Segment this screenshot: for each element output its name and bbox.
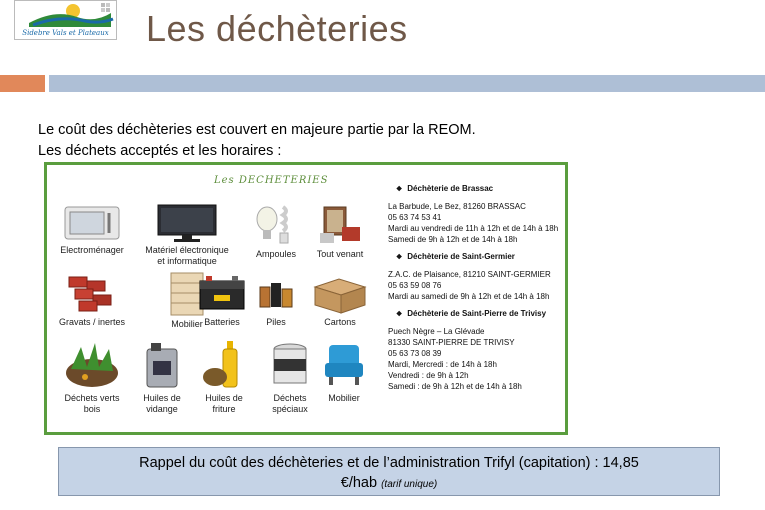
waste-item	[131, 339, 193, 415]
logo-landscape-icon	[15, 1, 117, 27]
furniture-icon	[316, 203, 364, 247]
site-address: La Barbude, Le Bez, 81260 BRASSAC	[388, 202, 526, 211]
site-name-brassac: ❖ Déchèterie de Brassac	[388, 183, 568, 195]
site-address: Puech Nègre – La Glévade	[388, 327, 485, 336]
sites-list	[388, 183, 568, 392]
site-hours: Samedi de 9h à 12h et de 14h à 18h	[388, 235, 518, 244]
logo	[14, 0, 117, 40]
site-hours: Samedi : de 9h à 12h et de 14h à 18h	[388, 382, 522, 391]
waste-item	[49, 339, 135, 415]
waste-label: Gravats / inertes	[58, 317, 126, 327]
intro-line-2: Les déchets acceptés et les horaires :	[38, 143, 282, 159]
site-address: Z.A.C. de Plaisance, 81210 SAINT-GERMIER	[388, 270, 551, 279]
microwave-icon	[63, 203, 121, 243]
waste-label: Huiles de friture	[205, 393, 243, 414]
waste-item	[49, 271, 135, 328]
logo-text: Sidebre Vals et Plateaux	[22, 29, 109, 37]
waste-item	[313, 339, 375, 404]
bulb-icon	[251, 203, 301, 247]
dechetteries-panel	[44, 162, 568, 435]
paintcan-icon	[267, 339, 313, 391]
recall-line-2	[59, 473, 719, 495]
waste-item	[243, 203, 309, 260]
waste-item	[131, 203, 243, 267]
waste-label: Batteries	[204, 317, 240, 327]
waste-label: Electroménager	[60, 245, 124, 255]
battery-icon	[196, 271, 248, 315]
site-hours: Mardi au vendredi de 11h à 12h et de 14h à 18h	[388, 224, 559, 233]
waste-label: Ampoules	[255, 249, 297, 259]
intro-text	[38, 120, 476, 162]
site-hours: Mardi, Mercredi : de 14h à 18h	[388, 360, 497, 369]
waste-label: Cartons	[324, 317, 356, 327]
waste-label: Tout venant	[316, 249, 364, 259]
waste-label: Déchets verts bois	[64, 393, 120, 414]
recall-amount-unit: €/hab	[340, 475, 378, 491]
site-address: 81330 SAINT-PIERRE DE TRIVISY	[388, 338, 515, 347]
oilbottle-icon	[201, 339, 247, 391]
oilcan-icon	[141, 339, 183, 391]
recall-line-1: Rappel du coût des déchèteries et de l’administration Trifyl (capitation) : 14,85	[139, 455, 639, 471]
intro-line-1: Le coût des déchèteries est couvert en majeure partie par la REOM.	[38, 122, 476, 138]
armchair-icon	[321, 339, 367, 391]
waste-item	[49, 203, 135, 256]
site-hours: Vendredi : de 9h à 12h	[388, 371, 469, 380]
waste-label: Huiles de vidange	[143, 393, 181, 414]
waste-item	[193, 339, 255, 415]
site-phone: 05 63 59 08 76	[388, 281, 442, 290]
waste-label: Mobilier	[328, 393, 360, 403]
waste-label: Piles	[266, 317, 286, 327]
site-phone: 05 63 73 08 39	[388, 349, 442, 358]
accent-bar-orange	[0, 75, 45, 92]
site-phone: 05 63 74 53 41	[388, 213, 442, 222]
monitor-icon	[156, 203, 218, 243]
cells-icon	[254, 271, 298, 315]
page-title: Les déchèteries	[146, 8, 408, 49]
accent-bar-blue	[49, 75, 765, 92]
site-hours: Mardi au samedi de 9h à 12h et de 14h à 18h	[388, 292, 550, 301]
box-icon	[311, 271, 369, 315]
panel-heading: Les DECHETERIES	[214, 175, 329, 186]
recall-note: (tarif unique)	[381, 479, 438, 490]
waste-item	[309, 203, 371, 260]
greenwaste-icon	[61, 339, 123, 391]
waste-item	[243, 271, 309, 328]
waste-item	[309, 271, 371, 328]
waste-label: Mobilier	[171, 319, 203, 329]
bricks-icon	[63, 271, 121, 315]
waste-label: Matériel électronique et informatique	[145, 245, 229, 266]
waste-label: Déchets spéciaux	[272, 393, 308, 414]
site-name-saint-pierre: ❖ Déchèterie de Saint-Pierre de Trivisy	[388, 308, 568, 320]
site-name-saint-germier: ❖ Déchèterie de Saint-Germier	[388, 251, 568, 263]
waste-item	[259, 339, 321, 415]
cost-recall-box	[58, 447, 720, 496]
